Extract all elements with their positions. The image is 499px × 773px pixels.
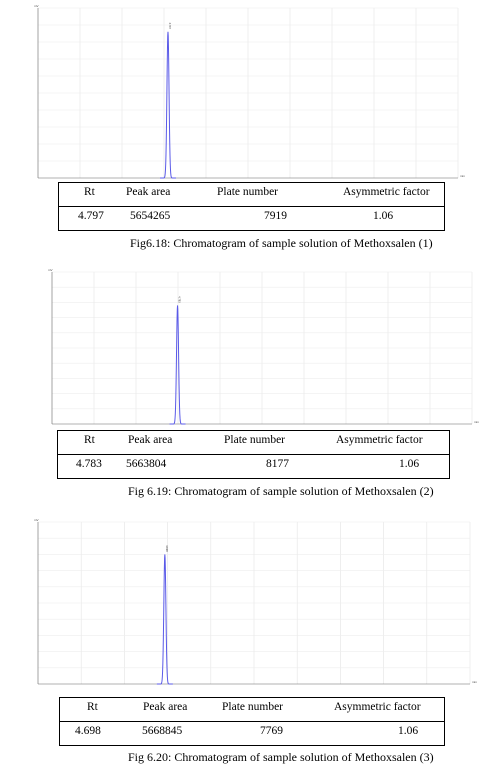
- value-asymmetric-factor: 1.06: [373, 210, 394, 222]
- grid-lines: [52, 272, 472, 424]
- figure-caption-2: Fig 6.19: Chromatogram of sample solution of Methoxsalen (2): [128, 484, 434, 498]
- header-asymmetric-factor: Asymmetric factor: [343, 186, 430, 198]
- header-rt: Rt: [87, 701, 98, 713]
- value-rt: 4.698: [75, 725, 101, 737]
- value-plate-number: 7919: [264, 210, 287, 222]
- value-asymmetric-factor: 1.06: [399, 458, 420, 470]
- table-row: [59, 207, 445, 231]
- table-row: [58, 455, 450, 479]
- figure-caption-3: Fig 6.20: Chromatogram of sample solution of Methoxsalen (3): [128, 750, 434, 764]
- header-rt: Rt: [84, 434, 95, 446]
- header-plate-number: Plate number: [224, 434, 285, 446]
- y-axis-unit: mV: [34, 518, 39, 522]
- header-plate-number: Plate number: [222, 701, 283, 713]
- peak-label: 4.797: [167, 22, 171, 30]
- chromatogram-3: [32, 520, 480, 690]
- chromatogram-plot: [28, 4, 465, 182]
- table-header-row: [59, 183, 445, 207]
- chromatogram-2: [46, 270, 482, 430]
- y-axis-unit: mV: [48, 268, 53, 272]
- chromatogram-plot: [46, 270, 482, 430]
- chromatogram-plot: [32, 520, 480, 690]
- x-axis-unit: min: [474, 420, 479, 424]
- value-plate-number: 7769: [260, 725, 283, 737]
- chromatogram-1: [28, 4, 465, 182]
- peak-label: 4.698: [164, 545, 168, 552]
- table-row: [60, 722, 445, 746]
- header-asymmetric-factor: Asymmetric factor: [336, 434, 423, 446]
- value-peak-area: 5663804: [126, 458, 167, 470]
- chromatogram-trace: [160, 32, 176, 178]
- table-header-row: [60, 698, 445, 722]
- header-asymmetric-factor: Asymmetric factor: [334, 701, 421, 713]
- grid-lines: [38, 8, 458, 178]
- value-rt: 4.797: [78, 210, 104, 222]
- x-axis-unit: min: [460, 174, 465, 178]
- results-table-1: [58, 182, 445, 231]
- value-asymmetric-factor: 1.06: [398, 725, 419, 737]
- grid-lines: [38, 522, 470, 684]
- header-rt: Rt: [84, 186, 95, 198]
- chromatogram-trace: [170, 305, 186, 424]
- value-plate-number: 8177: [266, 458, 289, 470]
- results-table-2: [57, 430, 450, 479]
- header-peak-area: Peak area: [126, 186, 171, 198]
- value-rt: 4.783: [76, 458, 102, 470]
- header-peak-area: Peak area: [128, 434, 173, 446]
- header-peak-area: Peak area: [143, 701, 188, 713]
- peak-label: 4.783: [177, 296, 181, 303]
- figure-caption-1: Fig6.18: Chromatogram of sample solution of Methoxsalen (1): [130, 236, 433, 250]
- x-axis-unit: min: [472, 680, 477, 684]
- value-peak-area: 5654265: [130, 210, 171, 222]
- results-table-3: [59, 697, 445, 746]
- y-axis-unit: mV: [34, 4, 39, 8]
- value-peak-area: 5668845: [142, 725, 183, 737]
- table-header-row: [58, 431, 450, 455]
- header-plate-number: Plate number: [217, 186, 278, 198]
